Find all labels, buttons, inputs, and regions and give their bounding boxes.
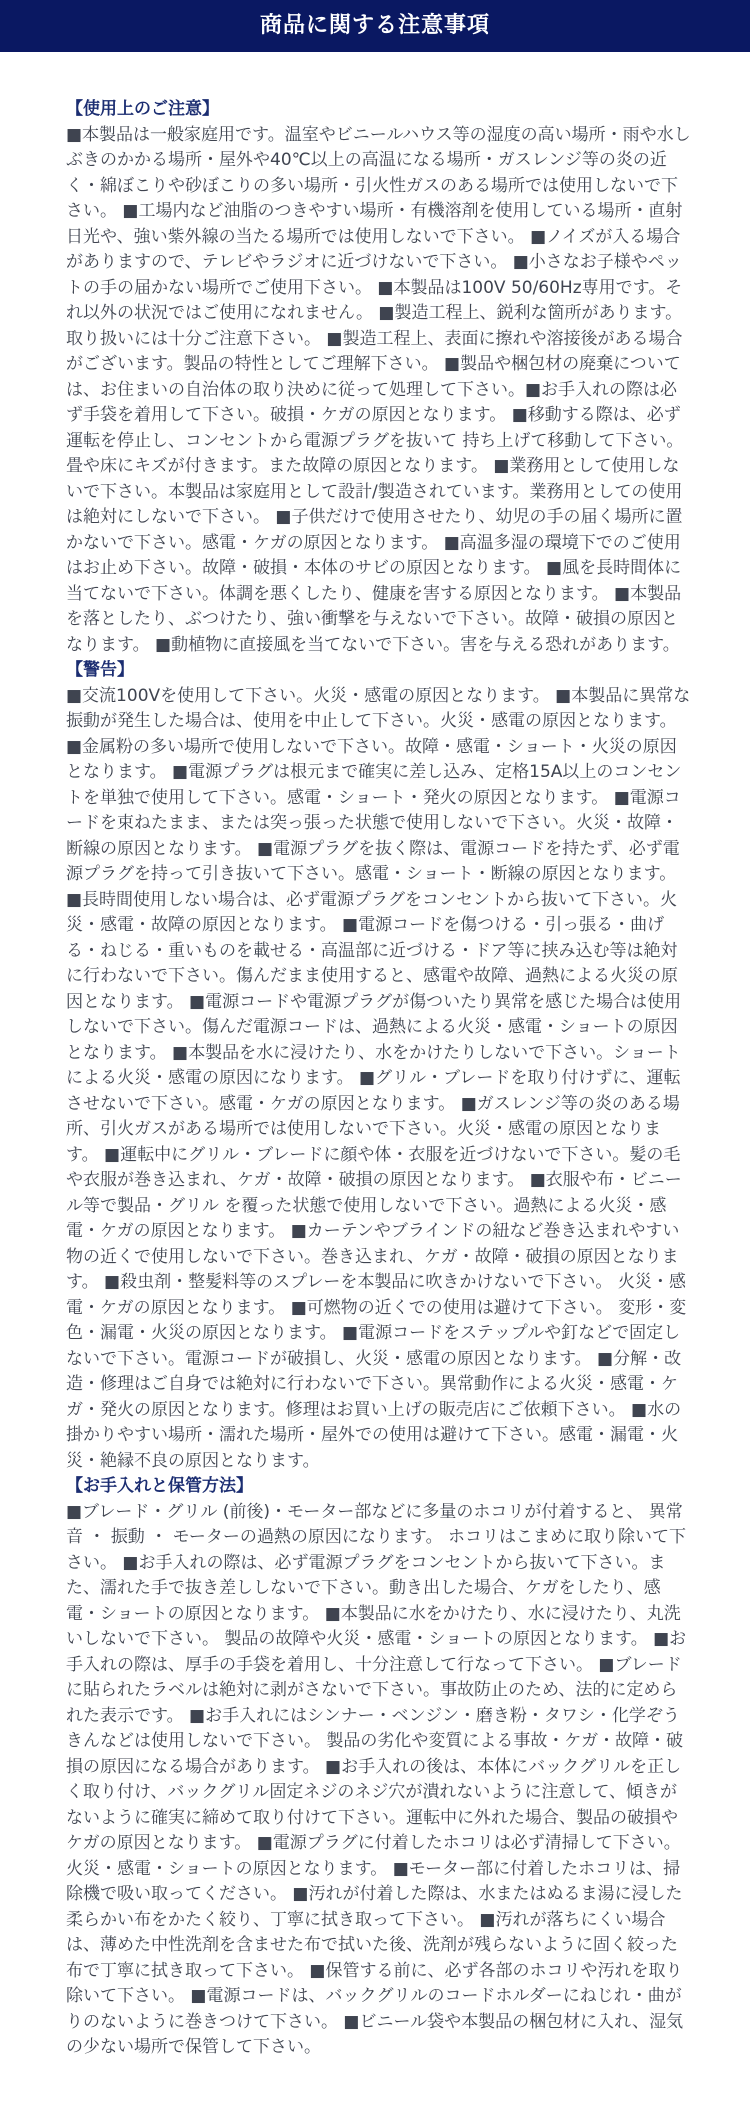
section-warning: [66, 658, 692, 1474]
section-usage-precautions: [66, 97, 692, 658]
section-care-storage-body: ■ブレード・グリル (前後)・モーター部などに多量のホコリが付着すると、 異常音 ・ 振動 ・ モーターの過熱の原因になります。 ホコリはこまめに取り除いて下さい。 ■お手入れの際は、必ず電源プラグをコンセントから抜いて下さい。また、濡れた手で抜き差ししないで下さい。動き出した場合、ケガをしたり、感電・ショートの原因となります。 ■本製品に水をかけたり、水に浸けたり、丸洗いしないで下さい。 製品の故障や火災・感電・ショートの原因となります。 ■お手入れの際は、厚手の手袋を着用し、十分注意して行なって下さい。 ■ブレードに貼られたラベルは絶対に剥がさないで下さい。事故防止のため、法的に定められた表示です。 ■お手入れにはシンナー・ベンジン・磨き粉・タワシ・化学ぞうきんなどは使用しないで下さい。 製品の劣化や変質による事故・ケガ・故障・破損の原因になる場合があります。 ■お手入れの後は、本体にバックグリルを正しく取り付け、バックグリル固定ネジのネジ穴が潰れないように注意して、傾きがないように確実に締めて取り付けて下さい。運転中に外れた場合、製品の破損やケガの原因となります。 ■電源プラグに付着したホコリは必ず清掃して下さい。火災・感電・ショートの原因となります。 ■モーター部に付着したホコリは、掃除機で吸い取ってください。 ■汚れが付着した際は、水またはぬるま湯に浸した柔らかい布をかたく絞り、丁寧に拭き取って下さい。 ■汚れが落ちにくい場合は、薄めた中性洗剤を含ませた布で拭いた後、洗剤が残らないように固く絞った布で丁寧に拭き取って下さい。 ■保管する前に、必ず各部のホコリや汚れを取り除いて下さい。 ■電源コードは、バックグリルのコードホルダーにねじれ・曲がりのないように巻きつけて下さい。 ■ビニール袋や本製品の梱包材に入れ、湿気の少ない場所で保管して下さい。: [66, 1501, 687, 2057]
page-title: 商品に関する注意事項: [259, 13, 490, 38]
section-care-storage-heading: 【お手入れと保管方法】: [66, 1476, 253, 1496]
notice-header-bar: [0, 0, 750, 52]
section-warning-body: ■交流100Vを使用して下さい。火災・感電の原因となります。 ■本製品に異常な振動が発生した場合は、使用を中止して下さい。火災・感電の原因となります。 ■金属粉の多い場所で使用しないで下さい。故障・感電・ショート・火災の原因となります。 ■電源プラグは根元まで確実に差し込み、定格15A以上のコンセントを単独で使用して下さい。感電・ショート・発火の原因となります。 ■電源コードを束ねたまま、または突っ張った状態で使用しないで下さい。火災・故障・断線の原因となります。 ■電源プラグを抜く際は、電源コードを持たず、必ず電源プラグを持って引き抜いて下さい。感電・ショート・断線の原因となります。 ■長時間使用しない場合は、必ず電源プラグをコンセントから抜いて下さい。火災・感電・故障の原因となります。 ■電源コードを傷つける・引っ張る・曲げる・ねじる・重いものを載せる・高温部に近づける・ドア等に挟み込む等は絶対に行わないで下さい。傷んだまま使用すると、感電や故障、過熱による火災の原因となります。 ■電源コードや電源プラグが傷ついたり異常を感じた場合は使用しないで下さい。傷んだ電源コードは、過熱による火災・感電・ショートの原因となります。 ■本製品を水に浸けたり、水をかけたりしないで下さい。ショートによる火災・感電の原因になります。 ■グリル・ブレードを取り付けずに、運転させないで下さい。感電・ケガの原因となります。 ■ガスレンジ等の炎のある場所、引火ガスがある場所では使用しないで下さい。火災・感電の原因となります。 ■運転中にグリル・ブレードに顔や体・衣服を近づけないで下さい。髪の毛や衣服が巻き込まれ、ケガ・故障・破損の原因となります。 ■衣服や布・ビニール等で製品・グリル を覆った状態で使用しないで下さい。過熱による火災・感電・ケガの原因となります。 ■カーテンやブラインドの紐など巻き込まれやすい物の近くで使用しないで下さい。巻き込まれ、ケガ・故障・破損の原因となります。 ■殺虫剤・整髪料等のスプレーを本製品に吹きかけないで下さい。 火災・感電・ケガの原因となります。 ■可燃物の近くでの使用は避けて下さい。 変形・変色・漏電・火災の原因となります。 ■電源コードをステップルや釘などで固定しないで下さい。電源コードが破損し、火災・感電の原因となります。 ■分解・改造・修理はご自身では絶対に行わないで下さい。異常動作による火災・感電・ケガ・発火の原因となります。修理はお買い上げの販売店にご依頼下さい。 ■水の掛かりやすい場所・濡れた場所・屋外での使用は避けて下さい。感電・漏電・火災・絶縁不良の原因となります。: [66, 685, 691, 1471]
section-warning-heading: 【警告】: [66, 660, 134, 680]
section-usage-precautions-body: ■本製品は一般家庭用です。温室やビニールハウス等の湿度の高い場所・雨や水しぶきのかかる場所・屋外や40℃以上の高温になる場所・ガスレンジ等の炎の近く・綿ぼこりや砂ぼこりの多い場所・引火性ガスのある場所では使用しないで下さい。 ■工場内など油脂のつきやすい場所・有機溶剤を使用している場所・直射日光や、強い紫外線の当たる場所では使用しないで下さい。 ■ノイズが入る場合がありますので、テレビやラジオに近づけないで下さい。 ■小さなお子様やペットの手の届かない場所でご使用下さい。 ■本製品は100V 50/60Hz専用です。それ以外の状況ではご使用になれません。 ■製造工程上、鋭利な箇所があります。取り扱いには十分ご注意下さい。 ■製造工程上、表面に擦れや溶接後がある場合がございます。製品の特性としてご理解下さい。 ■製品や梱包材の廃棄については、お住まいの自治体の取り決めに従って処理して下さい。■お手入れの際は必ず手袋を着用して下さい。破損・ケガの原因となります。 ■移動する際は、必ず運転を停止し、コンセントから電源プラグを抜いて 持ち上げて移動して下さい。畳や床にキズが付きます。また故障の原因となります。 ■業務用として使用しないで下さい。本製品は家庭用として設計/製造されています。業務用としての使用は絶対にしないで下さい。 ■子供だけで使用させたり、幼児の手の届く場所に置かないで下さい。感電・ケガの原因となります。 ■高温多湿の環境下でのご使用はお止め下さい。故障・破損・本体のサビの原因となります。 ■風を長時間体に当てないで下さい。体調を悪くしたり、健康を害する原因となります。 ■本製品を落としたり、ぶつけたり、強い衝撃を与えないで下さい。故障・破損の原因となります。 ■動植物に直接風を当てないで下さい。害を与える恐れがあります。: [66, 124, 691, 655]
section-care-storage: [66, 1474, 692, 2061]
notice-content: [0, 52, 750, 2123]
section-usage-precautions-heading: 【使用上のご注意】: [66, 99, 219, 119]
